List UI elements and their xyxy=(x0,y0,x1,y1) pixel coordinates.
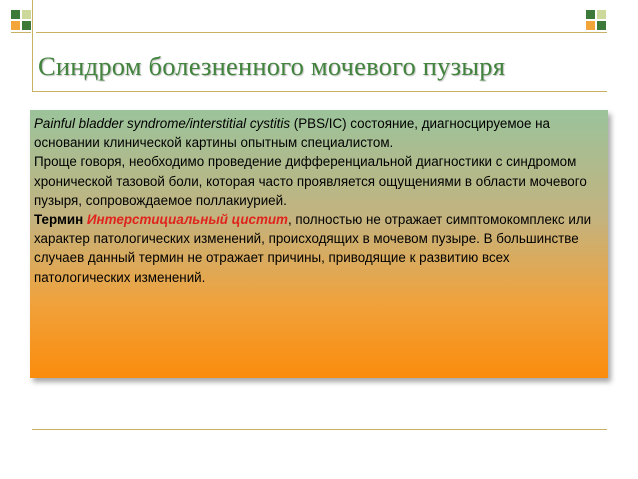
decor-square-1 xyxy=(11,10,20,19)
term-note-text: , полностью не отражает симптомокомплекс или характер патологических изменений, происходящих в мочевом пузыре. В большинстве случаев данный термин не отражает причины, приводящие к развитию всех патологических изменений. xyxy=(34,212,592,285)
accent-line-top-right xyxy=(36,32,607,33)
content-text xyxy=(34,114,606,287)
paragraph-diagnostics: Проще говоря, необходимо проведение дифференциальной диагностики с синдромом хронической тазовой боли, которая часто проявляется ощущениями в области мочевого пузыря, сопровождаемое поллакиурией. xyxy=(34,154,587,208)
decor-square-8 xyxy=(597,21,606,30)
paragraph-definition xyxy=(34,114,606,152)
accent-line-bottom xyxy=(32,429,607,430)
term-highlight: Интерстициальный цистит xyxy=(86,212,288,228)
accent-line-top-left xyxy=(11,32,31,33)
definition-text: (PBS/IC) состояние, диагносцируемое на основании клинической картины опытным специалистом. xyxy=(34,116,550,151)
accent-line-under-title xyxy=(32,91,607,92)
term-lead: Термин xyxy=(34,212,87,228)
decor-square-6 xyxy=(597,10,606,19)
accent-vertical-line xyxy=(32,0,33,92)
decor-square-4 xyxy=(22,21,31,30)
english-term: Painful bladder syndrome/interstitial cystitis xyxy=(34,116,291,131)
slide-title: Синдром болезненного мочевого пузыря xyxy=(38,51,506,81)
paragraph-term-note xyxy=(34,210,606,287)
decor-square-5 xyxy=(586,10,595,19)
decor-square-7 xyxy=(586,21,595,30)
decor-square-3 xyxy=(11,21,20,30)
decor-square-2 xyxy=(22,10,31,19)
